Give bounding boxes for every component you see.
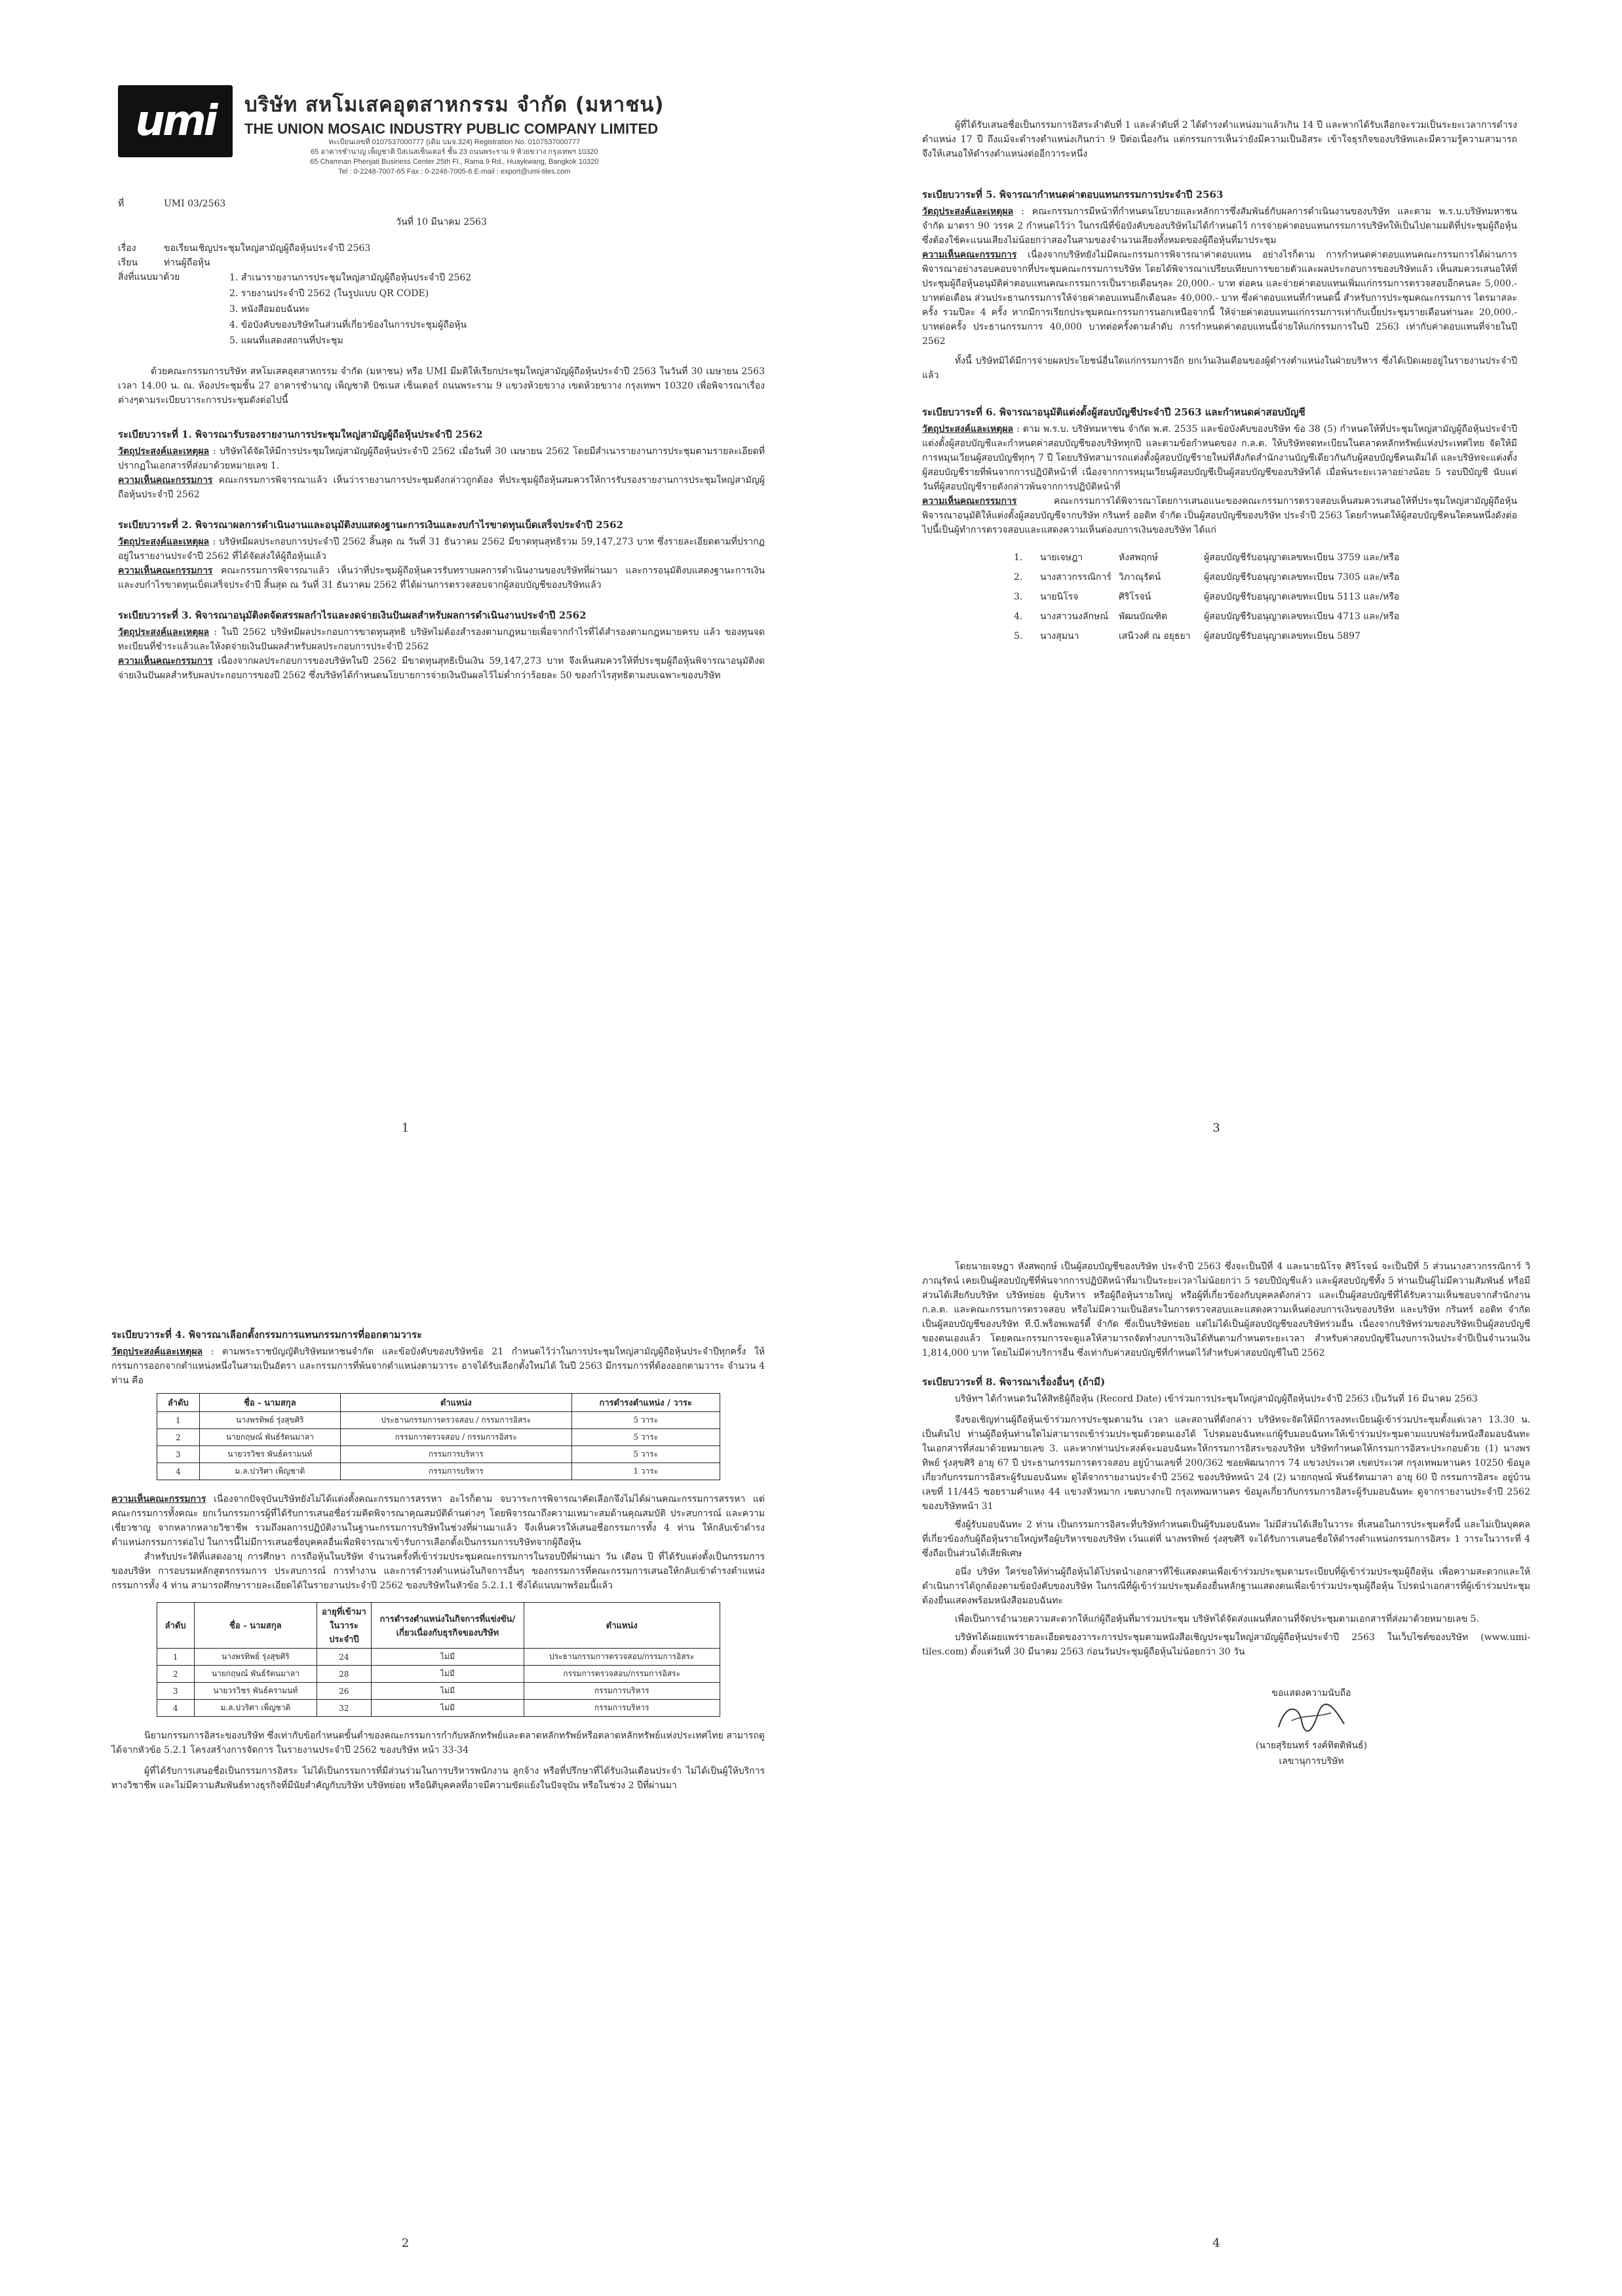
opinion-label: ความเห็นคณะกรรมการ xyxy=(922,250,1017,260)
table-cell: กรรมการตรวจสอบ/กรรมการอิสระ xyxy=(524,1666,720,1683)
table-row xyxy=(157,1649,720,1666)
page-3 xyxy=(811,0,1622,1148)
enclosure-label: สิ่งที่แนบมาด้วย xyxy=(118,272,180,282)
opinion-label: ความเห็นคณะกรรมการ xyxy=(118,565,213,576)
column-header: การดำรงตำแหน่งในกิจการที่แข่งขัน/เกี่ยวเนื่องกับธุรกิจของบริษัท xyxy=(371,1603,524,1649)
enclosure-item: 5. แผนที่แสดงสถานที่ประชุม xyxy=(229,335,343,346)
column-header: อายุที่เข้ามาในวาระ ประจำปี xyxy=(317,1603,371,1649)
agenda-2-title: ระเบียบวาระที่ 2. พิจารณาผลการดำเนินงานและอนุมัติงบแสดงฐานะการเงินและงบกำไรขาดทุนเบ็ดเสร็จประจำปี 2562 xyxy=(118,519,623,531)
auditor-number: 1. xyxy=(1014,552,1023,563)
to-row xyxy=(118,256,765,270)
table-cell: นายวรวิชร พันธ์ครามนท์ xyxy=(194,1683,317,1700)
agenda-1-title: ระเบียบวาระที่ 1. พิจารณารับรองรายงานการประชุมใหญ่สามัญผู้ถือหุ้นประจำปี 2562 xyxy=(118,429,483,440)
objective-label: วัตถุประสงค์และเหตุผล xyxy=(922,424,1014,434)
table-cell: 2 xyxy=(157,1666,194,1683)
opinion-label: ความเห็นคณะกรรมการ xyxy=(111,1494,206,1504)
table-cell: 5 วาระ xyxy=(571,1429,720,1446)
page-number: 3 xyxy=(1212,1121,1220,1135)
contact-line: Tel : 0-2248-7007-65 Fax : 0-2248-7005-6 E-mail : export@umi-tiles.com xyxy=(338,168,571,176)
page-number: 1 xyxy=(401,1121,410,1135)
reference-row xyxy=(118,197,765,211)
agenda-5-objective xyxy=(922,204,1517,248)
agenda-5-title: ระเบียบวาระที่ 5. พิจารณากำหนดค่าตอบแทนกรรมการประจำปี 2563 xyxy=(922,189,1224,201)
table-row xyxy=(157,1683,720,1700)
subject-label: เรื่อง xyxy=(118,243,136,254)
objective-label: วัตถุประสงค์และเหตุผล xyxy=(111,1347,203,1357)
letterhead xyxy=(118,85,765,177)
table-cell: นายกฤษณ์ พันธ์รัตนมาลา xyxy=(200,1429,341,1446)
website-paragraph: บริษัทได้เผยแพร่รายละเอียดของวาระการประชุมตามหนังสือเชิญประชุมใหญ่สามัญผู้ถือหุ้นประจำปี 2563 ในเว็บไซต์ของบริษัท (www.umi-tiles.com) ตั้งแต่วันที่ 30 มีนาคม 2563 ก่อนวันประชุมผู้ถือหุ้นไม่น้อยกว่า 30 วัน xyxy=(922,1632,1530,1657)
table-cell: ไม่มี xyxy=(371,1683,524,1700)
table-cell: ไม่มี xyxy=(371,1666,524,1683)
opinion-label: ความเห็นคณะกรรมการ xyxy=(922,496,1017,507)
agenda-2-objective xyxy=(118,535,765,564)
auditor-number: 2. xyxy=(1014,572,1023,583)
date-row xyxy=(118,215,765,229)
auditor-license: ผู้สอบบัญชีรับอนุญาตเลขทะเบียน 7305 และ/หรือ xyxy=(1204,572,1400,583)
auditor-details-paragraph: โดยนายเจษฎา หังสพฤกษ์ เป็นผู้สอบบัญชีของบริษัท ประจำปี 2563 ซึ่งจะเป็นปีที่ 4 และนายนิโรจ ศิริโรจน์ จะเป็นปีที่ 5 ส่วนนางสาวกรรณิการ์ วิภาณุรัตน์ เคยเป็นผู้สอบบัญชีที่พ้นจากการปฏิบัติหน้าที่มาเป็นระยะเวลาไม่น้อยกว่า 5 รอบปีบัญชีแล้ว และผู้สอบบัญชีทั้ง 5 ท่านเป็นผู้ไม่มีความสัมพันธ์ หรือมีส่วนได้เสียกับบริษัท บริษัทย่อย ผู้บริหาร หรือผู้ถือหุ้นรายใหญ่ หรือผู้ที่เกี่ยวข้องกับบุคคลดังกล่าว และเป็นผู้สอบบัญชีที่ได้รับความเห็นชอบจากสำนักงาน ก.ล.ต. และคณะกรรมการตรวจสอบ หรือไม่มีความเป็นอิสระในการตรวจสอบและแสดงความเห็นต่องบการเงินของบริษัท และบริษัท กรินทร์ ออดิท จำกัด เป็นผู้สอบบัญชีของบริษัท ที.บี.พร็อพเพอร์ตี้ จำกัด ซึ่งเป็นบริษัทย่อย แต่ไม่ได้เป็นผู้สอบบัญชีของบริษัทร่วมอื่น เนื่องจากบริษัทร่วมของบริษัทเป็นผู้สอบบัญชีของตนเองแล้ว โดยคณะกรรมการจะดูแลให้สามารถจัดทำงบการเงินได้ทันตามกำหนดระยะเวลา สำหรับค่าสอบบัญชีในงบการเงินประจำปีเป็นจำนวนเงิน 1,814,000 บาท โดยไม่มีค่าบริการอื่น ซึ่งเท่ากับค่าสอบบัญชีที่กำหนดไว้สำหรับค่าสอบบัญชีในปี 2562 xyxy=(922,1261,1530,1358)
agenda-2-opinion xyxy=(118,564,765,592)
opinion-text: คณะกรรมการได้พิจารณาโดยการเสนอแนะของคณะกรรมการตรวจสอบเห็นสมควรเสนอให้ที่ประชุมใหญ่สามัญผู้ถือหุ้น พิจารณาอนุมัติให้แต่งตั้งผู้สอบบัญชีจากบริษัท กรินทร์ ออดิท จำกัด เป็นผู้สอบบัญชีของบริษัท ประจำปี 2563 โดยกำหนดให้ผู้สอบบัญชีคนใดคนหนึ่งดังต่อไปนี้เป็นผู้ทำการตรวจสอบและแสดงความเห็นต่องบการเงินของบริษัท ได้แก่ xyxy=(922,496,1517,535)
auditor-last-name: พัฒนบัณฑิต xyxy=(1119,611,1168,622)
agenda-1-opinion xyxy=(118,473,765,502)
independent-definition-paragraph: นิยามกรรมการอิสระของบริษัท ซึ่งเท่ากับข้อกำหนดขั้นต่ำของคณะกรรมการกำกับหลักทรัพย์และตลาดหลักทรัพย์หรือตลาดหลักทรัพย์แห่งประเทศไทย สามารถดูได้จากหัวข้อ 5.2.1 โครงสร้างการจัดการ ในรายงานประจำปี 2562 ของบริษัท หน้า 33-34 xyxy=(111,1731,765,1755)
auditor-last-name: วิภาณุรัตน์ xyxy=(1119,572,1161,583)
agenda-4-objective xyxy=(111,1345,765,1388)
agenda-6-title: ระเบียบวาระที่ 6. พิจารณาอนุมัติแต่งตั้งผู้สอบบัญชีประจำปี 2563 และกำหนดค่าสอบบัญชี xyxy=(922,406,1305,418)
objective-label: วัตถุประสงค์และเหตุผล xyxy=(118,537,210,547)
opinion-label: ความเห็นคณะกรรมการ xyxy=(118,475,213,486)
auditor-first-name: นางสาวนงลักษณ์ xyxy=(1040,611,1109,622)
enclosure-list xyxy=(229,270,765,349)
retiring-directors-table xyxy=(157,1393,720,1480)
agenda-4-opinion xyxy=(111,1492,765,1550)
agenda-3-title: ระเบียบวาระที่ 3. พิจารณาอนุมัติงดจัดสรรผลกำไรและงดจ่ายเงินปันผลสำหรับผลการดำเนินงานประจำปี 2562 xyxy=(118,609,587,621)
table-cell: ม.ล.ปวริศา เพ็ญชาติ xyxy=(194,1700,317,1717)
opinion-text: เนื่องจากปัจจุบันบริษัทยังไม่ได้แต่งตั้งคณะกรรมการสรรหา อะไรก็ตาม จบวาระการพิจารณาคัดเลือกจึงไม่ได้ผ่านคณะกรรมการสรรหา แต่คณะกรรมการทั้งคณะ ยกเว้นกรรมการผู้ที่ได้รับการเสนอชื่อร่วมคิดพิจารณาคุณสมบัติด้านต่างๆ โดยพิจารณาถึงความเหมาะสมด้านคุณสมบัติ ประสบการณ์ และความเชี่ยวชาญ จากหลากหลายวิชาชีพ รวมถึงผลการปฏิบัติงานในฐานะกรรมการบริษัทในช่วงที่ผ่านมาแล้ว จึงเห็นควรให้เสนอชื่อกรรมการทั้ง 4 ท่าน ให้กลับเข้าดำรงตำแหน่งกรรมการต่อไป ในการนี้ไม่มีการเสนอชื่อบุคคลอื่นเพื่อพิจารณาเข้ารับการเลือกตั้งเป็นกรรมการบริษัทจากผู้ถือหุ้น xyxy=(111,1494,765,1548)
table-header-row xyxy=(157,1603,720,1649)
table-cell: 3 xyxy=(157,1446,200,1463)
page-1 xyxy=(0,0,811,1148)
table-cell: 26 xyxy=(317,1683,371,1700)
auditor-item xyxy=(1014,626,1517,646)
enclosure-item: 2. รายงานประจำปี 2562 (ในรูปแบบ QR CODE) xyxy=(229,288,429,299)
column-header: ชื่อ - นามสกุล xyxy=(194,1603,317,1649)
map-paragraph: เพื่อเป็นการอำนวยความสะดวกให้แก่ผู้ถือหุ้นที่มาร่วมประชุม บริษัทได้จัดส่งแผนที่สถานที่จัดประชุมตามเอกสารที่ส่งมาด้วยหมายเลข 5. xyxy=(955,1614,1479,1624)
signer-name: (นายสุริยนทร์ รงค์ทิตติพันธ์) xyxy=(1255,1740,1368,1751)
column-header: ลำดับ xyxy=(157,1603,194,1649)
auditor-number: 5. xyxy=(1014,631,1023,641)
company-name-thai: บริษัท สหโมเสคอุตสาหกรรม จำกัด (มหาชน) xyxy=(244,93,665,117)
opinion-text: คณะกรรมการพิจารณาแล้ว เห็นว่ารายงานการประชุมดังกล่าวถูกต้อง ที่ประชุมผู้ถือหุ้นสมควรให้การรับรองรายงานการประชุมใหญ่สามัญผู้ถือหุ้นประจำปี 2562 xyxy=(118,475,765,500)
letter-date: วันที่ 10 มีนาคม 2563 xyxy=(396,217,487,227)
opinion-text: เนื่องจากบริษัทยังไม่มีคณะกรรมการพิจารณาค่าตอบแทน อย่างไรก็ตาม การกำหนดค่าตอบแทนคณะกรรมการได้ผ่านการพิจารณาอย่างรอบคอบจากที่ประชุมคณะกรรมการบริษัท โดยได้พิจารณาเปรียบเทียบการขยายตัวและผลประกอบการของบริษัทแล้ว เห็นสมควรเสนอให้ที่ประชุมผู้ถือหุ้นอนุมัติค่าตอบแทนคณะกรรมการเป็นรายเดือนๆละ 20,000.- บาท ต่อคน และจ่ายค่าตอบแทนเพิ่มแก่กรรมการตรวจสอบอีกคนละ 5,000.- บาทต่อเดือน ส่วนประธานกรรมการให้จ่ายค่าตอบแทนอีกเดือนละ 40,000.- บาท ซึ่งค่าตอบแทนที่กำหนดนี้ สำหรับการประชุมคณะกรรมการ ไตรมาสละครั้ง รวมปีละ 4 ครั้ง หากมีการเรียกประชุมคณะกรรมการนอกเหนือจากนี้ ให้จ่ายค่าตอบแทนแก่กรรมการเท่ากับเบี้ยประชุมรายเดือนท่านละ 20,000.- บาทต่อครั้ง ประธานกรรมการ 40,000 บาทต่อครั้งตามลำดับ การกำหนดค่าตอบแทนนี้จ่ายให้แก่กรรมการในปี 2563 เท่ากับค่าตอบแทนที่จ่ายในปี 2562 xyxy=(922,250,1518,347)
enclosure-item: 3. หนังสือมอบฉันทะ xyxy=(229,304,310,315)
director-qualification-table xyxy=(157,1602,720,1717)
table-cell: 28 xyxy=(317,1666,371,1683)
record-date-paragraph: บริษัทฯ ได้กำหนดวันให้สิทธิผู้ถือหุ้น (Record Date) เข้าร่วมการประชุมใหญ่สามัญผู้ถือหุ้นประจำปี 2563 เป็นวันที่ 16 มีนาคม 2563 xyxy=(955,1394,1478,1404)
address-thai: 65 อาคารชำนาญ เพ็ญชาติ บิสเนสเซ็นเตอร์ ชั้น 23 ถนนพระราม 9 ห้วยขวาง กรุงเทพฯ 10320 xyxy=(311,148,598,156)
auditor-first-name: นางสุมนา xyxy=(1040,631,1079,641)
agenda-5-opinion xyxy=(922,248,1517,349)
auditor-item xyxy=(1014,567,1517,587)
agenda-4-profile-paragraph: สำหรับประวัติที่แสดงอายุ การศึกษา การถือหุ้นในบริษัท จำนวนครั้งที่เข้าร่วมประชุมคณะกรรมการในรอบปีที่ผ่านมา วัน เดือน ปี ที่ได้รับแต่งตั้งเป็นกรรมการของบริษัท การอบรมหลักสูตรกรรมการ ประสบการณ์ การทำงาน และการดำรงตำแหน่งในกิจการอื่นๆ ของกรรมการที่คณะกรรมการเสนอให้กลับเข้าดำรงตำแหน่งกรรมการทั้ง 4 ท่าน สามารถศึกษารายละเอียดได้ในรายงานประจำปี 2562 ของบริษัทในหัวข้อ 5.2.1.1 ซึ่งได้แนบมาพร้อมนี้แล้ว xyxy=(111,1552,765,1591)
subject-text: ขอเรียนเชิญประชุมใหญ่สามัญผู้ถือหุ้นประจำปี 2563 xyxy=(164,243,371,254)
page-number: 2 xyxy=(401,2236,410,2250)
auditor-license: ผู้สอบบัญชีรับอนุญาตเลขทะเบียน 5897 xyxy=(1204,631,1361,641)
table-row xyxy=(157,1700,720,1717)
opinion-text: เนื่องจากผลประกอบการของบริษัทในปี 2562 มีขาดทุนสุทธิเป็นเงิน 59,147,273 บาท จึงเห็นสมควรให้ที่ประชุมผู้ถือหุ้นพิจารณาอนุมัติงดจ่ายเงินปันผลสำหรับผลประกอบการของปี 2562 ซึ่งบริษัทได้กำหนดนโยบายการจ่ายเงินปันผลไว้ไม่ต่ำกว่าร้อยละ 50 ของกำไรสุทธิตามงบเฉพาะของบริษัท xyxy=(118,656,765,681)
handwritten-signature xyxy=(1092,1701,1530,1738)
subject-row xyxy=(118,241,765,256)
signature-drawing xyxy=(1272,1701,1351,1738)
table-row xyxy=(157,1412,720,1429)
table-cell: 5 วาระ xyxy=(571,1412,720,1429)
agenda-3-objective xyxy=(118,625,765,654)
table-cell: ไม่มี xyxy=(371,1700,524,1717)
to-label: เรียน xyxy=(118,258,138,268)
auditor-list xyxy=(1014,548,1517,646)
auditor-last-name: เสนีวงศ์ ณ อยุธยา xyxy=(1119,631,1191,641)
table-header-row xyxy=(157,1394,720,1412)
agenda-1-objective xyxy=(118,444,765,473)
objective-text: : ตาม พ.ร.บ. บริษัทมหาชน จำกัด พ.ศ. 2535 และข้อบังคับของบริษัท ข้อ 38 (5) กำหนดให้ที่ประชุมใหญ่สามัญผู้ถือหุ้นประจำปีแต่งตั้งผู้สอบบัญชีและกำหนดค่าสอบบัญชีของบริษัททุกปี และตามข้อกำหนดของ ก.ล.ต. ให้บริษัทจดทะเบียนในตลาดหลักทรัพย์แห่งประเทศไทย จัดให้มีการหมุนเวียนผู้สอบบัญชีทุกๆ 7 ปี โดยบริษัทสามารถแต่งตั้งผู้สอบบัญชีรายใหม่ที่สังกัดสำนักงานบัญชีเดียวกันกับผู้สอบบัญชีคนเดิมได้ และบริษัทจะแต่งตั้งผู้สอบบัญชีรายที่พ้นจากการปฏิบัติหน้าที่ เนื่องจากการหมุนเวียนผู้สอบบัญชีเป็นผู้สอบบัญชีของบริษัทได้ เมื่อพ้นระยะเวลาอย่างน้อย 5 รอบปีบัญชี นับแต่วันที่ผู้สอบบัญชีรายดังกล่าวพ้นจากการปฏิบัติหน้าที่ xyxy=(922,424,1517,492)
agenda-5-note: ทั้งนี้ บริษัทมิได้มีการจ่ายผลประโยชน์อื่นใดแก่กรรมการอีก ยกเว้นเงินเดือนของผู้ดำรงตำแหน่งในฝ่ายบริหาร ซึ่งได้เปิดเผยอยู่ในรายงานประจำปีแล้ว xyxy=(922,356,1517,381)
auditor-item xyxy=(1014,607,1517,626)
table-cell: 1 xyxy=(157,1649,194,1666)
auditor-first-name: นายเจษฎา xyxy=(1040,552,1083,563)
table-cell: ประธานกรรมการตรวจสอบ/กรรมการอิสระ xyxy=(524,1649,720,1666)
page-2 xyxy=(0,1148,811,2296)
objective-text: : ตามพระราชบัญญัติบริษัทมหาชนจำกัด และข้อบังคับของบริษัทข้อ 21 กำหนดไว้ว่าในการประชุมใหญ่สามัญผู้ถือหุ้นประจำปีทุกครั้ง ให้กรรมการออกจากตำแหน่งหนึ่งในสามเป็นอัตรา และกรรมการที่พ้นจากตำแหน่งตามวาระ อาจได้รับเลือกตั้งใหม่ได้ ในปี 2563 มีกรรมการที่ต้องออกตามวาระ จำนวน 4 ท่าน คือ xyxy=(111,1347,765,1386)
opinion-text: คณะกรรมการพิจารณาแล้ว เห็นว่าที่ประชุมผู้ถือหุ้นควรรับทราบผลการดำเนินงานของบริษัทที่ผ่านมา และการอนุมัติงบแสดงฐานะการเงินและงบกำไรขาดทุนเบ็ดเสร็จประจำปี สิ้นสุด ณ วันที่ 31 ธันวาคม 2562 ที่ได้ผ่านการตรวจสอบจากผู้สอบบัญชีของบริษัทแล้ว xyxy=(118,565,765,590)
agenda-8-title: ระเบียบวาระที่ 8. พิจารณาเรื่องอื่นๆ (ถ้ามี) xyxy=(922,1376,1106,1388)
company-info xyxy=(244,85,665,177)
column-header: ลำดับ xyxy=(157,1394,200,1412)
table-cell: ไม่มี xyxy=(371,1649,524,1666)
closing-text: ขอแสดงความนับถือ xyxy=(1271,1688,1351,1698)
auditor-license: ผู้สอบบัญชีรับอนุญาตเลขทะเบียน 5113 และ/หรือ xyxy=(1204,592,1400,602)
proxy-paragraph: จึงขอเชิญท่านผู้ถือหุ้นเข้าร่วมการประชุมตามวัน เวลา และสถานที่ดังกล่าว บริษัทจะจัดให้มีการลงทะเบียนผู้เข้าร่วมประชุมตั้งแต่เวลา 13.30 น. เป็นต้นไป ท่านผู้ถือหุ้นท่านใดไม่สามารถเข้าร่วมประชุมด้วยตนเองได้ โปรดมอบฉันทะแก่ผู้รับมอบฉันทะให้เข้าร่วมประชุมตามแบบฟอร์มหนังสือมอบฉันทะ ในเอกสารที่ส่งมาด้วยหมายเลข 3. และหากท่านประสงค์จะมอบฉันทะให้กรรมการอิสระของบริษัท บริษัทกำหนดให้กรรมการอิสระประกอบด้วย (1) นางพรทิพย์ รุ่งสุขศิริ อายุ 67 ปี ประธานกรรมการตรวจสอบ อยู่บ้านเลขที่ 200/362 ซอยพัฒนาการ 74 แขวงประเวศ เขตประเวศ กรุงเทพมหานคร 10250 ข้อมูลเกี่ยวกับกรรมการอิสระผู้รับมอบฉันทะ ดูได้จากรายงานประจำปี 2562 ของบริษัทหน้า 24 (2) นายกฤษณ์ พันธ์รัตนมาลา อายุ 60 ปี กรรมการอิสระ อยู่บ้านเลขที่ 11/445 ซอยรามคำแหง 44 แขวงหัวหมาก เขตบางกะปิ กรุงเทพมหานคร ข้อมูลเกี่ยวกับกรรมการอิสระผู้รับมอบฉันทะ ดูจากรายงานประจำปี 2562 ของบริษัทหน้า 31 xyxy=(922,1415,1530,1512)
registration-line: ทะเบียนเลขที่ 0107537000777 (เดิม บมจ.324) Registration No. 0107537000777 xyxy=(328,138,581,146)
agenda-6-objective xyxy=(922,422,1517,494)
reference-label: ที่ xyxy=(118,199,125,209)
objective-text: : บริษัทได้จัดให้มีการประชุมใหญ่สามัญผู้ถือหุ้นประจำปี 2562 เมื่อวันที่ 30 เมษายน 2562 โดยมีสำเนารายงานการประชุมตามรายละเอียดที่ปรากฏในเอกสารที่ส่งมาด้วยหมายเลข 1. xyxy=(118,446,765,471)
table-cell: นางพรทิพย์ รุ่งสุขศิริ xyxy=(200,1412,341,1429)
agenda-4-title: ระเบียบวาระที่ 4. พิจารณาเลือกตั้งกรรมการแทนกรรมการที่ออกตามวาระ xyxy=(111,1329,423,1341)
objective-label: วัตถุประสงค์และเหตุผล xyxy=(118,446,210,457)
agenda-6-opinion xyxy=(922,494,1517,537)
column-header: การดำรงตำแหน่ง / วาระ xyxy=(571,1394,720,1412)
enclosure-item: 1. สำเนารายงานการประชุมใหญ่สามัญผู้ถือหุ้นประจำปี 2562 xyxy=(229,273,472,283)
column-header: ตำแหน่ง xyxy=(524,1603,720,1649)
objective-text: : บริษัทมีผลประกอบการประจำปี 2562 สิ้นสุด ณ วันที่ 31 ธันวาคม 2562 มีขาดทุนสุทธิรวม 59,147,273 บาท ซึ่งรายละเอียดตามที่ปรากฏอยู่ในรายงานประจำปี 2562 ที่ได้จัดส่งให้ผู้ถือหุ้นแล้ว xyxy=(118,537,765,562)
table-row xyxy=(157,1463,720,1480)
table-cell: ประธานกรรมการตรวจสอบ / กรรมการอิสระ xyxy=(340,1412,571,1429)
table-cell: กรรมการบริหาร xyxy=(340,1446,571,1463)
table-cell: ม.ล.ปวริศา เพ็ญชาติ xyxy=(200,1463,341,1480)
table-cell: นายวรวิชร พันธ์ครามนท์ xyxy=(200,1446,341,1463)
table-cell: กรรมการบริหาร xyxy=(524,1683,720,1700)
auditor-last-name: หังสพฤกษ์ xyxy=(1119,552,1159,563)
table-cell: กรรมการตรวจสอบ / กรรมการอิสระ xyxy=(340,1429,571,1446)
auditor-license: ผู้สอบบัญชีรับอนุญาตเลขทะเบียน 4713 และ/หรือ xyxy=(1204,611,1400,622)
table-row xyxy=(157,1666,720,1683)
table-cell: 2 xyxy=(157,1429,200,1446)
auditor-first-name: นางสาวกรรณิการ์ xyxy=(1040,572,1111,583)
table-cell: กรรมการบริหาร xyxy=(524,1700,720,1717)
table-cell: 1 วาระ xyxy=(571,1463,720,1480)
table-cell: 4 xyxy=(157,1463,200,1480)
table-cell: นางพรทิพย์ รุ่งสุขศิริ xyxy=(194,1649,317,1666)
auditor-item xyxy=(1014,548,1517,567)
objective-label: วัตถุประสงค์และเหตุผล xyxy=(922,206,1014,217)
table-row xyxy=(157,1429,720,1446)
auditor-last-name: ศิริโรจน์ xyxy=(1119,592,1151,602)
auditor-item xyxy=(1014,587,1517,607)
objective-label: วัตถุประสงค์และเหตุผล xyxy=(118,627,210,638)
company-logo: umi xyxy=(118,85,233,157)
address-english: 65 Chamnan Phenjati Business Center 25th Fl., Rama 9 Rd., Huaykwang, Bangkok 10320 xyxy=(310,158,599,166)
page-4 xyxy=(811,1148,1622,2296)
table-cell: 3 xyxy=(157,1683,194,1700)
table-cell: 5 วาระ xyxy=(571,1446,720,1463)
column-header: ชื่อ - นามสกุล xyxy=(200,1394,341,1412)
auditor-first-name: นายนิโรจ xyxy=(1040,592,1079,602)
table-cell: 24 xyxy=(317,1649,371,1666)
table-cell: กรรมการบริหาร xyxy=(340,1463,571,1480)
objective-text: : ในปี 2562 บริษัทมีผลประกอบการขาดทุนสุทธิ บริษัทไม่ต้องสำรองตามกฎหมายเพื่อจากกำไรที่ได้สำรองตามกฎหมายครบ แล้ว ของทุนจดทะเบียนที่ชำระแล้วและให้งดจ่ายเงินปันผลสำหรับผลประกอบการประจำปี 2562 xyxy=(118,627,765,652)
auditor-number: 3. xyxy=(1014,592,1023,602)
enclosure-item: 4. ข้อบังคับของบริษัทในส่วนที่เกี่ยวข้องในการประชุมผู้ถือหุ้น xyxy=(229,320,467,330)
objective-text: : คณะกรรมการมีหน้าที่กำหนดนโยบายและหลักการซึ่งสัมพันธ์กับผลการดำเนินงานของบริษัท และตาม พ.ร.บ.บริษัทมหาชนจำกัด มาตรา 90 วรรค 2 กำหนดไว้ว่า ในกรณีที่ข้อบังคับของบริษัทไม่ได้กำหนดไว้ การจ่ายค่าตอบแทนกรรมการบริษัทให้เป็นไปตามมติที่ประชุมผู้ถือหุ้นซึ่งต้องใช้คะแนนเสียงไม่น้อยกว่าสองในสามของจำนวนเสียงทั้งหมดของผู้ถือหุ้นที่มาประชุม xyxy=(922,206,1517,246)
table-cell: นายกฤษณ์ พันธ์รัตนมาลา xyxy=(194,1666,317,1683)
proxy-independence-paragraph: ซึ่งผู้รับมอบฉันทะ 2 ท่าน เป็นกรรมการอิสระที่บริษัทกำหนดเป็นผู้รับมอบฉันทะ ไม่มีส่วนได้เสียในวาระ ที่เสนอในการประชุมครั้งนี้ และไม่เป็นบุคคลที่เกี่ยวข้องกับผู้ถือหุ้นรายใหญ่หรือผู้บริหารของบริษัท เว้นแต่ที่ นางพรทิพย์ รุ่งสุขศิริ จะได้รับการเสนอชื่อให้ดำรงตำแหน่งกรรมการอิสระ 1 วาระในวาระที่ 4 ซึ่งถือเป็นส่วนได้เสียพิเศษ xyxy=(922,1520,1530,1559)
table-cell: 4 xyxy=(157,1700,194,1717)
opinion-label: ความเห็นคณะกรรมการ xyxy=(118,656,213,666)
column-header: ตำแหน่ง xyxy=(340,1394,571,1412)
table-cell: 32 xyxy=(317,1700,371,1717)
auditor-number: 4. xyxy=(1014,611,1023,622)
page-number: 4 xyxy=(1212,2236,1220,2250)
independence-statement-paragraph: ผู้ที่ได้รับการเสนอชื่อเป็นกรรมการอิสระ ไม่ได้เป็นกรรมการที่มีส่วนร่วมในการบริหารพนักงาน ลูกจ้าง หรือที่ปรึกษาที่ได้รับเงินเดือนประจำ ไม่ได้เป็นผู้ให้บริการทางวิชาชีพ และไม่มีความสัมพันธ์ทางธุรกิจที่มีนัยสำคัญกับบริษัท บริษัทย่อย หรือนิติบุคคลที่อาจมีความขัดแย้งในปัจจุบัน หรือในช่วง 2 ปีที่ผ่านมา xyxy=(111,1766,765,1791)
documents-paragraph: อนึ่ง บริษัท ใคร่ขอให้ท่านผู้ถือหุ้นได้โปรดนำเอกสารที่ใช้แสดงตนเพื่อเข้าร่วมประชุมตามระเบียบที่ผู้เข้าร่วมประชุมผู้ถือหุ้น เพื่อความสะดวกและให้ดำเนินการได้ถูกต้องตามข้อบังคับของบริษัท ในกรณีที่ผู้เข้าร่วมประชุมต้องยื่นหลักฐานแสดงตนเพื่อเข้าร่วมประชุมผู้ถือหุ้น โปรดนำเอกสารที่ผู้เข้าร่วมประชุมต้องยื่นแสดงพร้อมหนังสือมอบฉันทะ xyxy=(922,1567,1530,1606)
signer-title: เลขานุการบริษัท xyxy=(1279,1756,1344,1767)
agenda-3-opinion xyxy=(118,654,765,683)
signature-block xyxy=(1092,1685,1530,1769)
to-text: ท่านผู้ถือหุ้น xyxy=(164,258,210,268)
auditor-license: ผู้สอบบัญชีรับอนุญาตเลขทะเบียน 3759 และ/หรือ xyxy=(1204,552,1400,563)
table-row xyxy=(157,1446,720,1463)
intro-paragraph: ด้วยคณะกรรมการบริษัท สหโมเสคอุตสาหกรรม จำกัด (มหาชน) หรือ UMI มีมติให้เรียกประชุมใหญ่สามัญผู้ถือหุ้นประจำปี 2563 ในวันที่ 30 เมษายน 2563 เวลา 14.00 น. ณ. ห้องประชุมชั้น 27 อาคารชำนาญ เพ็ญชาติ บิซเนส เซ็นเตอร์ ถนนพระราม 9 แขวงห้วยขวาง เขตห้วยขวาง กรุงเทพฯ 10320 เพื่อพิจารณาเรื่องต่างๆตามระเบียบวาระการประชุมดังต่อไปนี้ xyxy=(118,366,765,406)
company-name-english: THE UNION MOSAIC INDUSTRY PUBLIC COMPANY LIMITED xyxy=(244,121,659,137)
reference-number: UMI 03/2563 xyxy=(164,199,226,209)
table-cell: 1 xyxy=(157,1412,200,1429)
nominee-independence-paragraph: ผู้ที่ได้รับเสนอชื่อเป็นกรรมการอิสระลำดับที่ 1 และลำดับที่ 2 ได้ดำรงตำแหน่งมาแล้วเกิน 14 ปี และหากได้รับเลือกจะรวมเป็นระยะเวลาการดำรงตำแหน่ง 17 ปี ถึงแม้จะดำรงตำแหน่งเกินกว่า 9 ปีต่อเนื่องกัน แต่กรรมการเห็นว่ายังมีความเป็นอิสระ เข้าใจธุรกิจของบริษัทและมีความรู้ความสามารถ จึงให้เสนอให้ดำรงตำแหน่งต่ออีกวาระหนึ่ง xyxy=(922,120,1517,159)
